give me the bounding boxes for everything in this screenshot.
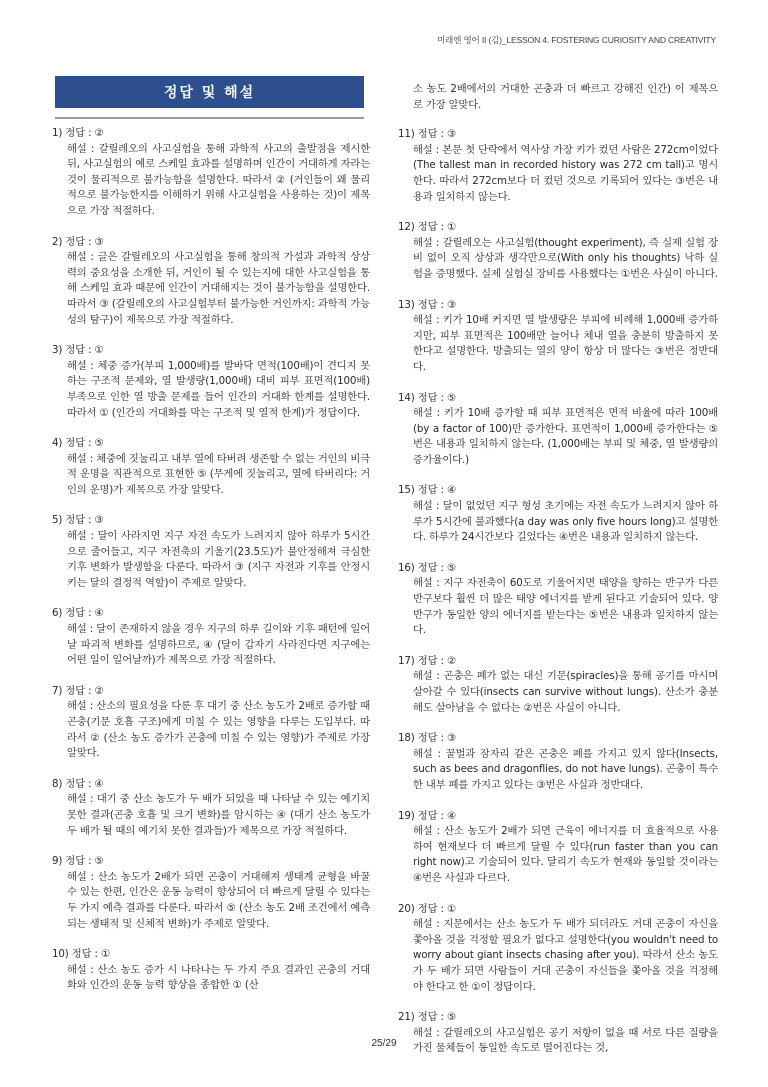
answer-line: 21) 정답 : ⑤: [398, 1011, 457, 1024]
answer-line: 12) 정답 : ①: [398, 221, 457, 234]
explanation-text: 해설 : 체중 증가(부피 1,000배)를 발바닥 면적(100배)이 견디지 못하는 구조적 문제와, 열 발생량(1,000배) 대비 피부 표면적(100배) 부족으로 인한 열 방출 문제를 들어 인간의 거대화 한계를 설명한다. 따라서 ① (인간의 거대화를 막는 구조적 및 열적 한계)가 정답이다.: [67, 359, 370, 419]
answer-line: 10) 정답 : ①: [52, 948, 111, 961]
answer-line: 14) 정답 : ⑤: [398, 391, 457, 404]
answer-line: 13) 정답 : ③: [398, 298, 457, 311]
title-divider: [55, 117, 364, 119]
answer-item-7: [52, 684, 370, 762]
answer-line: 20) 정답 : ①: [398, 902, 457, 915]
explanation-text: 해설 : 지구 자전축이 60도로 기울어지면 태양을 향하는 반구가 다른 반구보다 훨씬 더 많은 태양 에너지를 받게 된다고 기술되어 있다. 양 반구가 동일한 양의 에너지를 받는다는 ⑤번은 내용과 일치하지 않는다.: [413, 577, 718, 637]
answer-line: 3) 정답 : ①: [52, 344, 104, 357]
answer-line: 19) 정답 : ④: [398, 809, 457, 822]
explanation-text: 해설 : 갈릴레오는 사고실험(thought experiment), 즉 실제 실험 장비 없이 오직 상상과 생각만으로(With only his thoughts) 낙하 실험을 증명했다. 실제 실험실 장비를 사용했다는 ①번은 사실이 아니다.: [413, 236, 718, 280]
page-number: 25/29: [371, 1038, 397, 1049]
answer-line: 18) 정답 : ③: [398, 732, 457, 745]
answer-line: 4) 정답 : ⑤: [52, 437, 104, 450]
answer-line: 1) 정답 : ②: [52, 127, 104, 139]
answer-line: 15) 정답 : ④: [398, 484, 457, 497]
answer-line: 5) 정답 : ③: [52, 514, 104, 527]
answer-item-17: [398, 654, 718, 716]
continued-explanation: 소 농도 2배에서의 거대한 곤충과 더 빠르고 강해진 인간) 이 제목으로 가장 알맞다.: [413, 83, 718, 111]
answer-item-18: [398, 731, 718, 793]
answer-item-3: [52, 343, 370, 421]
answer-item-2: [52, 235, 370, 329]
page-title: 정답 및 해설: [163, 85, 256, 101]
answer-item-19: [398, 809, 718, 887]
explanation-text: 해설 : 산소의 필요성을 다룬 후 대기 중 산소 농도가 2배로 증가할 때 곤충(기문 호흡 구조)에게 미칠 수 있는 영향을 다루는 도입부다. 따라서 ② (산소 농도 증가가 곤충에 미칠 수 있는 영향)가 주제로 가장 알맞다.: [67, 700, 370, 760]
explanation-text: 해설 : 키가 10배 커지면 열 발생량은 부피에 비례해 1,000배 증가하지만, 피부 표면적은 100배만 늘어나 체내 열을 충분히 방출하지 못한다고 설명한다. 방출되는 열의 양이 항상 더 많다는 ③번은 정반대다.: [413, 314, 718, 373]
explanation-text: 해설 : 본문 첫 단락에서 역사상 가장 키가 컸던 사람은 272cm이었다(The tallest man in recorded history was 272 cm tall)고 명시한다. 따라서 272cm보다 더 컸던 것으로 기록되어 있다는 ③번은 내용과 일치하지 않는다.: [413, 143, 718, 203]
answer-item-13: [398, 298, 718, 376]
answer-item-1: [52, 126, 370, 220]
explanation-text: 해설 : 산소 농도가 2배가 되면 근육이 에너지를 더 효율적으로 사용하여 현재보다 더 빠르게 달릴 수 있다(run faster than you can right now)고 기술되어 있다. 달리기 속도가 현재와 동일할 것이라는 ④번은 사실과 다르다.: [413, 825, 718, 884]
answer-item-20: [398, 902, 718, 996]
answer-item-16: [398, 561, 718, 639]
answer-item-4: [52, 436, 370, 498]
answer-line: 9) 정답 : ⑤: [52, 855, 104, 868]
answer-line: 6) 정답 : ④: [52, 607, 104, 620]
explanation-text: 해설 : 갈릴레오의 사고실험을 통해 과학적 사고의 출발점을 제시한 뒤, 사고실험의 예로 스케일 효과를 설명하며 인간이 거대하게 자라는 것이 물리적으로 불가능함을 설명한다. 따라서 ② (거인들이 왜 물리적으로 불가능한지를 이해하기 위해 사고실험을 사용하는 것)이 제목으로 가장 적절하다.: [67, 142, 370, 217]
page-header: 미래엔 영어 II (김)_LESSON 4. FOSTERING CURIOSITY AND CREATIVITY: [436, 35, 716, 45]
explanation-text: 해설 : 글은 갈릴레오의 사고실험을 통해 창의적 가설과 과학적 상상력의 중요성을 소개한 뒤, 거인이 될 수 있는지에 대한 사고실험을 통해 스케일 효과 때문에 인간이 거대해지는 것이 불가능함을 설명한다. 따라서 ③ (갈릴레오의 사고실험부터 불가능한 거인까지: 과학적 가능성의 탐구)이 제목으로 가장 적절하다.: [67, 251, 370, 326]
explanation-text: 해설 : 달이 존재하지 않을 경우 지구의 하루 길이와 기후 패턴에 일어날 파괴적 변화를 설명하므로, ④ (달이 갑자기 사라진다면 지구에는 어떤 일이 일어날까)가 제목으로 가장 적절하다.: [67, 623, 370, 667]
explanation-text: 해설 : 달이 사라지면 지구 자전 속도가 느려지지 않아 하루가 5시간으로 줄어들고, 지구 자전축의 기울기(23.5도)가 불안정해져 극심한 기후 변화가 발생함을 다룬다. 따라서 ③ (지구 자전과 기후를 안정시키는 달의 결정적 역할)이 주제로 알맞다.: [67, 530, 370, 589]
answer-item-21: [398, 1010, 718, 1057]
answer-item-12: [398, 220, 718, 282]
explanation-text: 해설 : 지문에서는 산소 농도가 두 배가 되더라도 거대 곤충이 자신을 쫓아올 것을 걱정할 필요가 없다고 설명한다(you wouldn't need to worry about giant insects chasing after you). 따라서 산소 농도가 두 배가 되면 사람들이 거대 곤충이 자신들을 쫓아올 것을 걱정해야 한다고 한 ①이 정답이다.: [413, 918, 718, 993]
left-column: [52, 126, 370, 1009]
explanation-text: 해설 : 꿀벌과 잠자리 같은 곤충은 폐를 가지고 있지 않다(Insects, such as bees and dragonflies, do not have lungs). 곤충이 특수한 내부 폐를 가지고 있다는 ③번은 사실과 정반대다.: [413, 747, 718, 791]
answer-item-5: [52, 513, 370, 591]
answer-item-15: [398, 483, 718, 545]
answer-title-banner: [55, 76, 364, 108]
explanation-text: 해설 : 체중에 짓눌리고 내부 열에 타버려 생존할 수 없는 거인의 비극적 운명을 직관적으로 표현한 ⑤ (무게에 짓눌리고, 열에 타버리다: 거인의 운명)가 제목으로 가장 알맞다.: [67, 452, 370, 496]
answer-line: 16) 정답 : ⑤: [398, 561, 457, 574]
answer-item-9: [52, 854, 370, 932]
answer-item-11: [398, 127, 718, 205]
explanation-text: 해설 : 산소 농도 증가 시 나타나는 두 가지 주요 결과인 곤충의 거대화와 인간의 운동 능력 향상을 종합한 ① (산: [67, 963, 370, 992]
explanation-text: 해설 : 산소 농도가 2배가 되면 곤충이 거대해져 생태계 균형을 바꿀 수 있는 한편, 인간은 운동 능력이 향상되어 더 빠르게 달릴 수 있다는 두 가지 예측 결과를 다룬다. 따라서 ⑤ (산소 농도 2배 조건에서 예측되는 생태적 및 신체적 변화)가 주제로 알맞다.: [67, 870, 370, 930]
answer-line: 2) 정답 : ③: [52, 235, 104, 248]
answer-item-6: [52, 606, 370, 668]
answer-line: 7) 정답 : ②: [52, 684, 104, 697]
explanation-text: 해설 : 대기 중 산소 농도가 두 배가 되었을 때 나타날 수 있는 예기치 못한 결과(곤충 호흡 및 크기 변화)를 암시하는 ④ (대기 산소 농도가 두 배가 될 때의 예기치 못한 결과들)가 제목으로 가장 적절하다.: [67, 793, 370, 837]
answer-line: 11) 정답 : ③: [398, 128, 457, 141]
answer-item-10: [52, 947, 370, 994]
explanation-text: 해설 : 곤충은 폐가 없는 대신 기문(spiracles)을 통해 공기를 마시며 살아갈 수 있다(insects can survive without lungs). 산소가 충분해도 살아남을 수 없다는 ②번은 사실이 아니다.: [413, 670, 718, 714]
answer-item-8: [52, 777, 370, 839]
explanation-text: 해설 : 갈릴레오의 사고실험은 공기 저항이 없을 때 서로 다른 질량을 가진 물체들이 동일한 속도로 떨어진다는 것,: [413, 1026, 718, 1055]
answer-line: 17) 정답 : ②: [398, 654, 457, 667]
explanation-text: 해설 : 키가 10배 증가할 때 피부 표면적은 면적 비율에 따라 100배(by a factor of 100)만 증가한다. 표면적이 1,000배 증가한다는 ⑤번은 내용과 일치하지 않는다. (1,000배는 부피 및 체중, 열 발생량의 증가율이다.): [413, 407, 718, 466]
answer-line: 8) 정답 : ④: [52, 777, 104, 790]
answer-item-14: [398, 391, 718, 469]
explanation-text: 해설 : 달이 없었던 지구 형성 초기에는 자전 속도가 느려지지 않아 하루가 5시간에 불과했다(a day was only five hours long)고 설명한다. 하루가 24시간보다 길었다는 ④번은 내용과 일치하지 않는다.: [413, 500, 718, 544]
right-column: [398, 82, 718, 1072]
